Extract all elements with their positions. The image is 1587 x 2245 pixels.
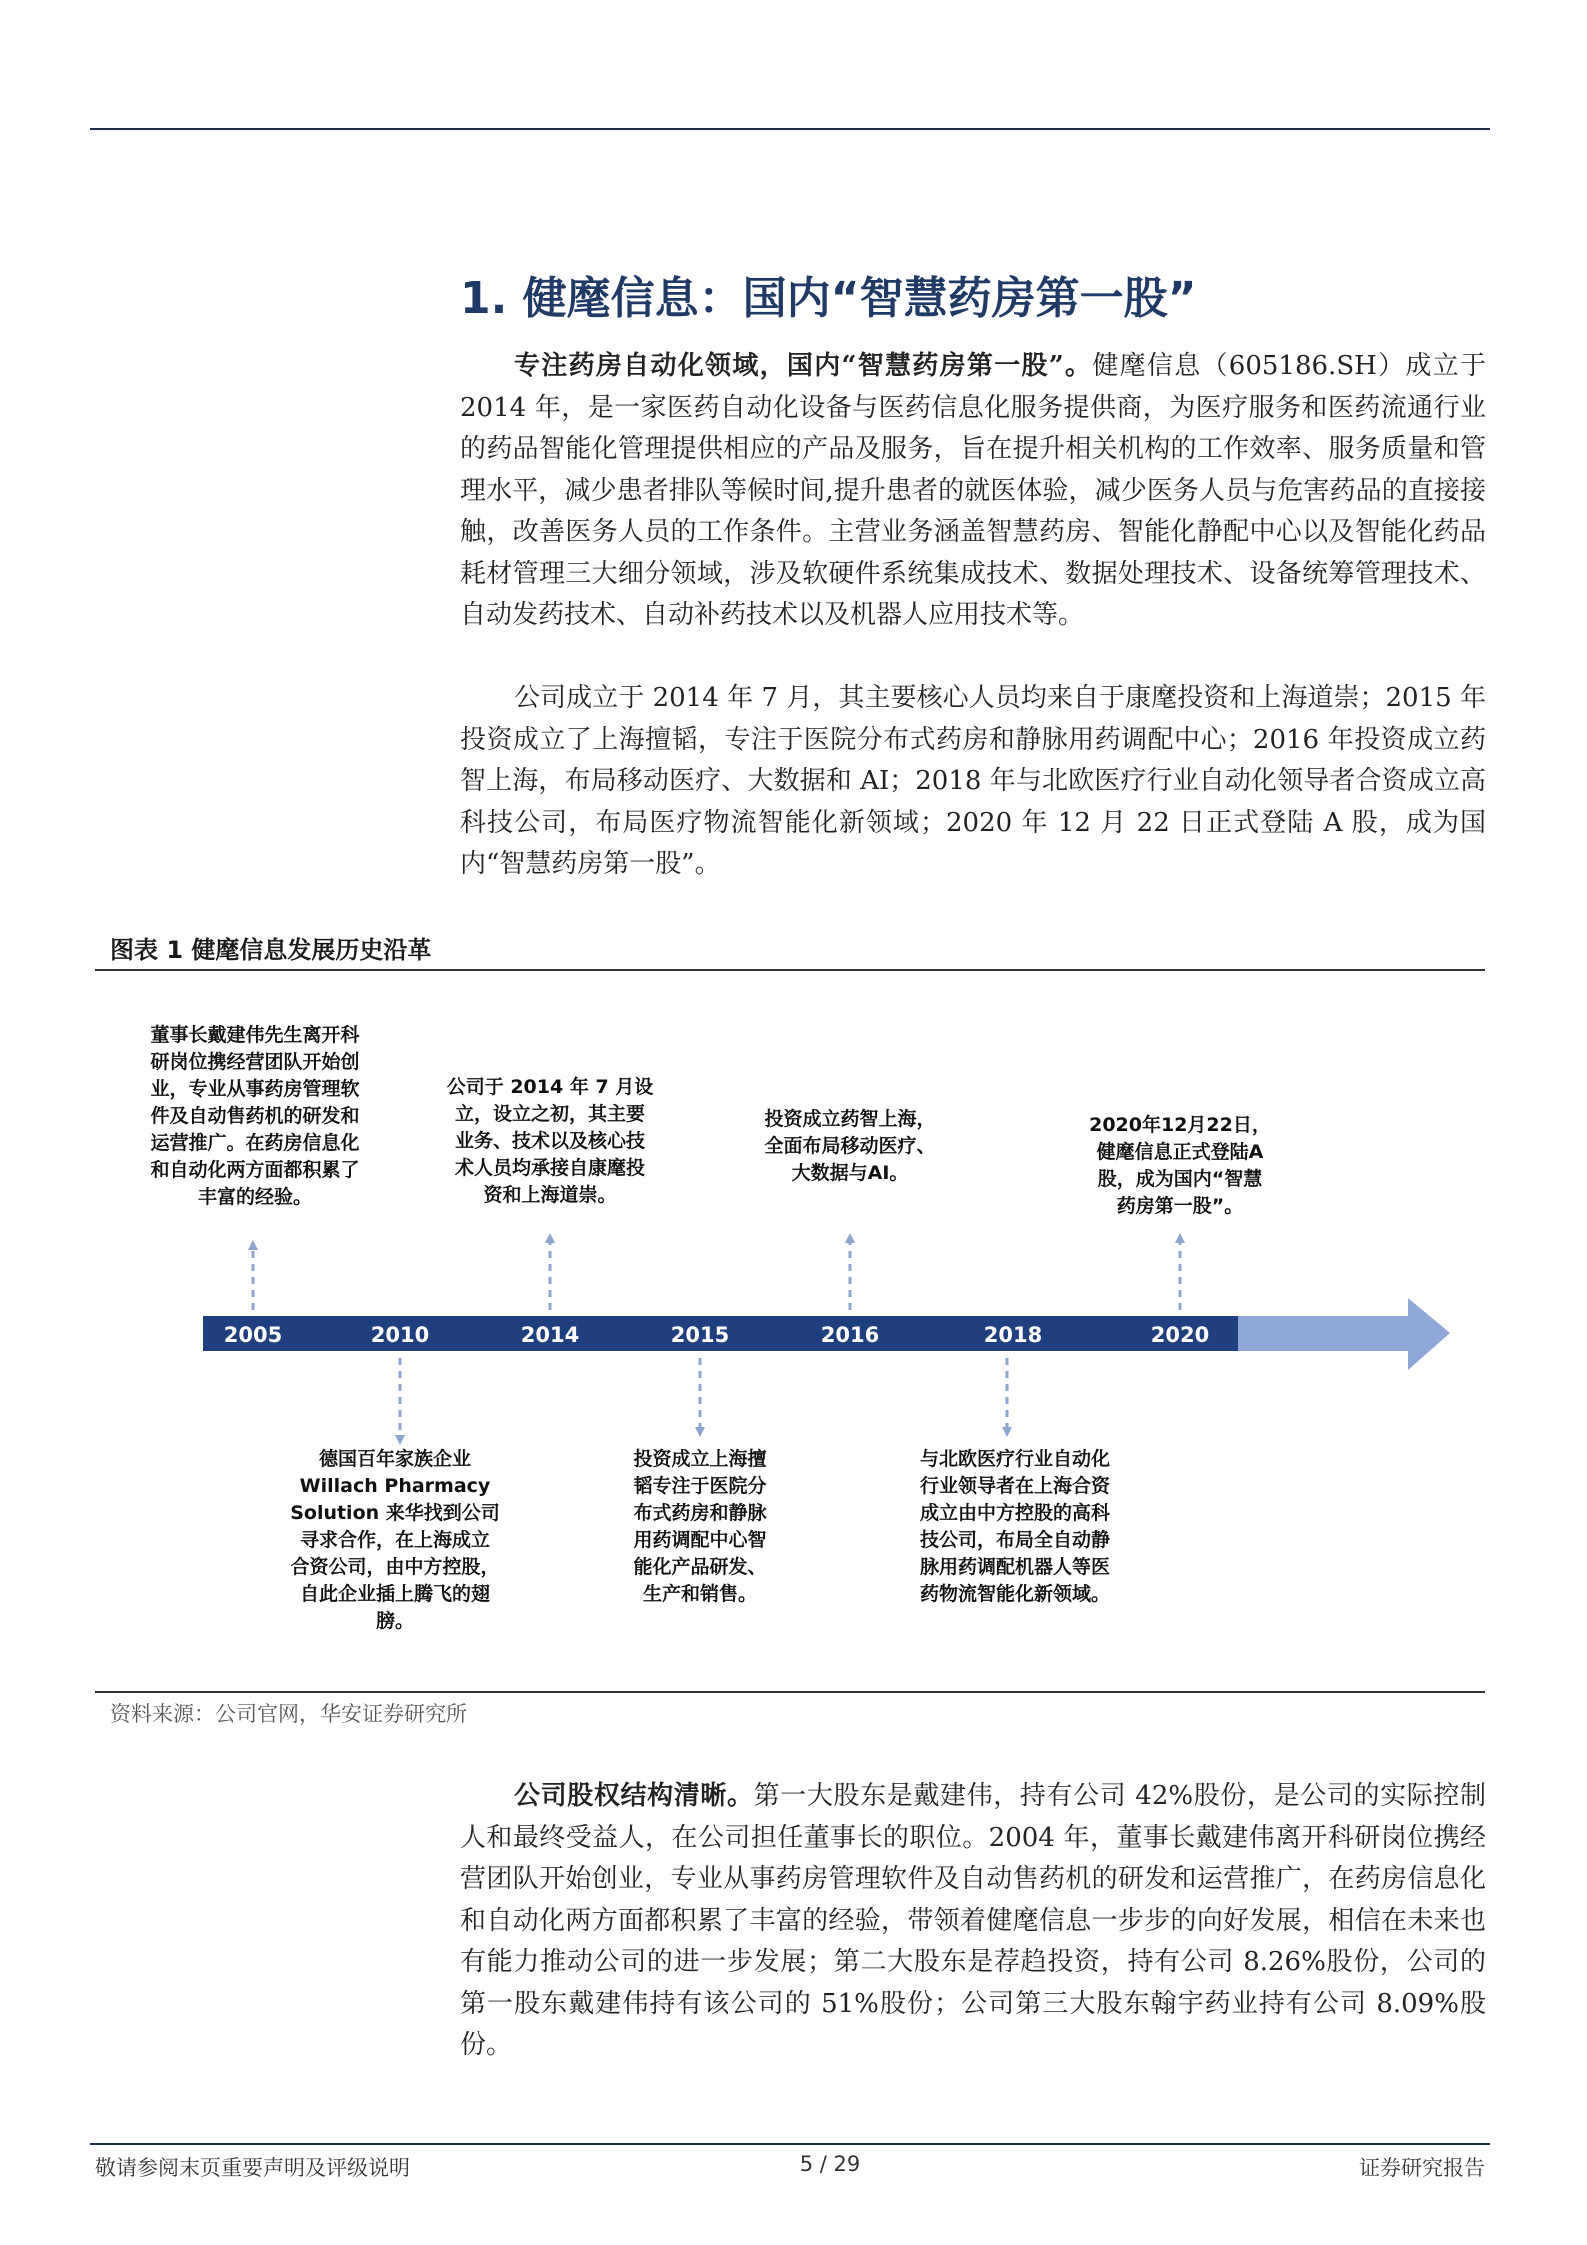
- note-line: 董事长戴建伟先生离开科: [150, 1024, 360, 1046]
- note-line: Solution 来华找到公司: [290, 1502, 500, 1524]
- paragraph-intro-lead: 专注药房自动化领域，国内“智慧药房第一股”。: [514, 351, 1093, 381]
- note-line: 全面布局移动医疗、: [764, 1135, 936, 1157]
- note-line: 业务、技术以及核心技: [454, 1130, 645, 1152]
- note-2005: [110, 1022, 400, 1211]
- note-line: 和自动化两方面都积累了: [150, 1159, 360, 1181]
- note-2020: [1060, 1112, 1300, 1220]
- footer-rule: [90, 2143, 1490, 2145]
- note-line: 用药调配中心智: [633, 1529, 767, 1551]
- note-line: 投资成立上海擅: [633, 1448, 767, 1470]
- paragraph-intro-body: 健麾信息（605186.SH）成立于 2014 年，是一家医药自动化设备与医药信息化服务提供商，为医疗服务和医药流通行业的药品智能化管理提供相应的产品及服务，旨在提升相关机构的工作效率、服务质量和管理水平，减少患者排队等候时间,提升患者的就医体验，减少医务人员与危害药品的直接接触，改善医务人员的工作条件。主营业务涵盖智慧药房、智能化静配中心以及智能化药品耗材管理三大细分领域，涉及软硬件系统集成技术、数据处理技术、设备统筹管理技术、自动发药技术、自动补药技术以及机器人应用技术等。: [460, 351, 1486, 630]
- note-line: 运营推广。在药房信息化: [150, 1132, 360, 1154]
- year-2020: 2020: [1150, 1323, 1210, 1347]
- year-2018: 2018: [983, 1323, 1043, 1347]
- year-2005: 2005: [223, 1323, 283, 1347]
- note-line: 布式药房和静脉: [633, 1502, 767, 1524]
- note-line: 德国百年家族企业: [318, 1448, 471, 1470]
- section-title: 1. 健麾信息：国内“智慧药房第一股”: [460, 273, 1197, 324]
- figure-label: 图表 1 健麾信息发展历史沿革: [110, 936, 432, 964]
- year-2016: 2016: [820, 1323, 880, 1347]
- note-2015: [595, 1446, 805, 1608]
- year-2014: 2014: [520, 1323, 580, 1347]
- note-line: 行业领导者在上海合资: [919, 1475, 1110, 1497]
- note-line: 药房第一股”。: [1116, 1195, 1244, 1217]
- note-2014: [420, 1074, 680, 1209]
- note-line: 术人员均承接自康麾投: [454, 1157, 645, 1179]
- note-line: 膀。: [375, 1610, 414, 1632]
- note-line: 成立由中方控股的高科: [919, 1502, 1110, 1524]
- timeline-arrow-head: [1238, 1298, 1450, 1370]
- note-line: 与北欧医疗行业自动化: [919, 1448, 1110, 1470]
- note-line: 自此企业插上腾飞的翅: [299, 1583, 490, 1605]
- note-line: 寻求合作，在上海成立: [299, 1529, 490, 1551]
- paragraph-shareholders: [460, 1776, 1486, 2067]
- note-line: 韬专注于医院分: [633, 1475, 767, 1497]
- note-line: 股，成为国内“智慧: [1097, 1168, 1263, 1190]
- note-line: 公司于 2014 年 7 月设: [446, 1076, 654, 1098]
- figure-bottom-rule: [95, 1691, 1485, 1693]
- note-line: 投资成立药智上海，: [764, 1108, 936, 1130]
- note-line: 丰富的经验。: [197, 1186, 312, 1208]
- paragraph-shareholders-lead: 公司股权结构清晰。: [514, 1781, 754, 1811]
- note-line: 件及自动售药机的研发和: [150, 1105, 360, 1127]
- note-line: 技公司，布局全自动静: [919, 1529, 1110, 1551]
- note-2010: [250, 1446, 540, 1635]
- note-line: 2020年12月22日，: [1089, 1114, 1271, 1136]
- year-2015: 2015: [670, 1323, 730, 1347]
- note-line: Willach Pharmacy: [299, 1475, 491, 1497]
- paragraph-shareholders-body: 第一大股东是戴建伟，持有公司 42%股份，是公司的实际控制人和最终受益人，在公司担任董事长的职位。2004 年，董事长戴建伟离开科研岗位携经营团队开始创业，专业从事药房管理软件及自动售药机的研发和运营推广，在药房信息化和自动化两方面都积累了丰富的经验，带领着健麾信息一步步的向好发展，相信在未来也有能力推动公司的进一步发展；第二大股东是荐趋投资，持有公司 8.26%股份，公司的第一股东戴建伟持有该公司的 51%股份；公司第三大股东翰宇药业持有公司 8.09%股份。: [460, 1781, 1486, 2060]
- year-2010: 2010: [370, 1323, 430, 1347]
- figure-source: 资料来源：公司官网，华安证券研究所: [110, 1702, 467, 1726]
- note-line: 业，专业从事药房管理软: [150, 1078, 360, 1100]
- note-line: 资和上海道崇。: [483, 1184, 617, 1206]
- note-2018: [885, 1446, 1145, 1608]
- note-line: 药物流智能化新领域。: [919, 1583, 1110, 1605]
- note-line: 立，设立之初，其主要: [454, 1103, 645, 1125]
- footer-disclaimer: 敬请参阅末页重要声明及评级说明: [95, 2156, 410, 2180]
- note-line: 合资公司，由中方控股，: [290, 1556, 500, 1578]
- footer-report-type: 证券研究报告: [1359, 2156, 1485, 2180]
- page-number: 5 / 29: [799, 2152, 861, 2176]
- note-line: 生产和销售。: [642, 1583, 757, 1605]
- note-line: 大数据与AI。: [791, 1162, 909, 1184]
- paragraph-history-body: 公司成立于 2014 年 7 月，其主要核心人员均来自于康麾投资和上海道崇；2015 年投资成立了上海擅韬，专注于医院分布式药房和静脉用药调配中心；2016 年投资成立药智上海，布局移动医疗、大数据和 AI；2018 年与北欧医疗行业自动化领导者合资成立高科技公司，布局医疗物流智能化新领域；2020 年 12 月 22 日正式登陆 A 股，成为国内“智慧药房第一股”。: [460, 683, 1486, 879]
- note-line: 能化产品研发、: [633, 1556, 767, 1578]
- note-line: 健麾信息正式登陆A: [1096, 1141, 1264, 1163]
- note-line: 研岗位携经营团队开始创: [150, 1051, 360, 1073]
- note-line: 脉用药调配机器人等医: [919, 1556, 1110, 1578]
- note-2016: [730, 1106, 970, 1187]
